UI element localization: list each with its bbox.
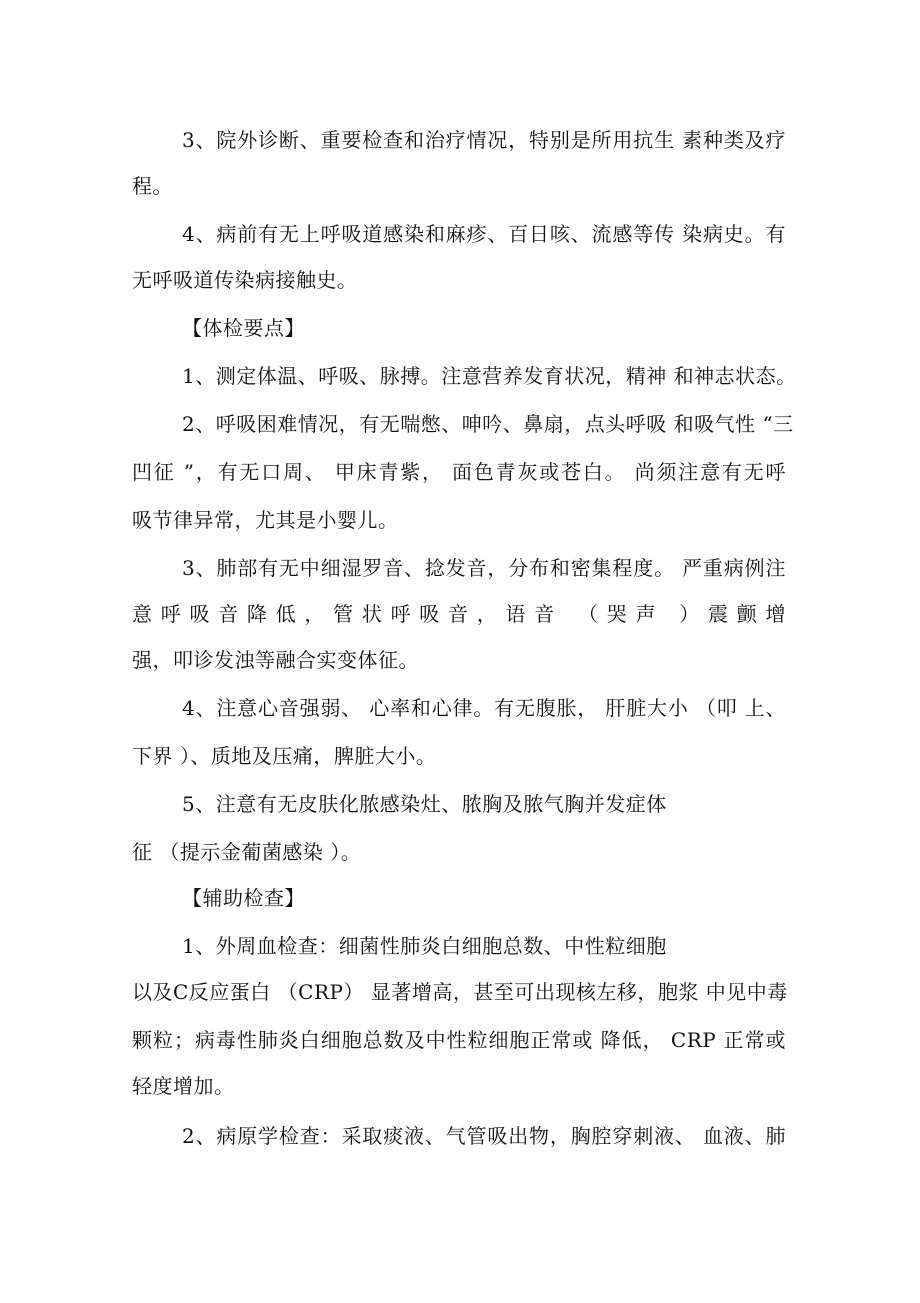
section-heading-physical-exam: 【体检要点】 [182,316,305,340]
text-line-14: 下界 ）、质地及压痛，脾脏大小。 [132,744,437,768]
text-line-2: 程。 [132,174,173,198]
text-line-3: 4、病前有无上呼吸道感染和麻疹、百日咳、流感等传 染病史。有 [182,222,786,246]
text-line-7: 2、呼吸困难情况，有无喘憋、呻吟、鼻扇，点头呼吸 和吸气性 “三 [182,412,794,436]
text-line-19: 以及C反应蛋白 （CRP） 显著增高，甚至可出现核左移，胞浆 中见中毒 [132,980,788,1004]
text-line-21: 轻度增加。 [132,1074,235,1098]
section-heading-auxiliary-exam: 【辅助检查】 [182,886,305,910]
text-line-4: 无呼吸道传染病接触史。 [132,268,358,292]
text-line-6: 1、测定体温、呼吸、脉搏。注意营养发育状况，精神 和神志状态。 [182,364,797,388]
text-line-12: 强，叩诊发浊等融合实变体征。 [132,648,419,672]
text-line-22: 2、病原学检查：采取痰液、气管吸出物，胸腔穿刺液、 血液、肺 [182,1124,786,1148]
text-line-13: 4、注意心音强弱、 心率和心律。有无腹胀， 肝脏大小 （叩 上、 [182,696,786,720]
text-line-9: 吸节律异常，尤其是小婴儿。 [132,508,399,532]
text-line-16: 征 （提示金葡菌感染 ）。 [132,840,362,864]
text-line-10: 3、肺部有无中细湿罗音、捻发音，分布和密集程度。 严重病例注 [182,556,786,580]
text-line-18: 1、外周血检查：细菌性肺炎白细胞总数、中性粒细胞 [182,934,667,958]
text-line-1: 3、院外诊断、重要检查和治疗情况，特别是所用抗生 素种类及疗 [182,128,786,152]
text-line-11: 意呼吸音降低，管状呼吸音，语音 （哭声 ）震颤增 [132,602,786,626]
text-line-15: 5、注意有无皮肤化脓感染灶、脓胸及脓气胸并发症体 [182,792,667,816]
text-line-8: 凹征 ”，有无口周、 甲床青紫， 面色青灰或苍白。 尚须注意有无呼 [132,460,786,484]
text-line-20: 颗粒；病毒性肺炎白细胞总数及中性粒细胞正常或 降低， CRP 正常或 [132,1028,786,1052]
